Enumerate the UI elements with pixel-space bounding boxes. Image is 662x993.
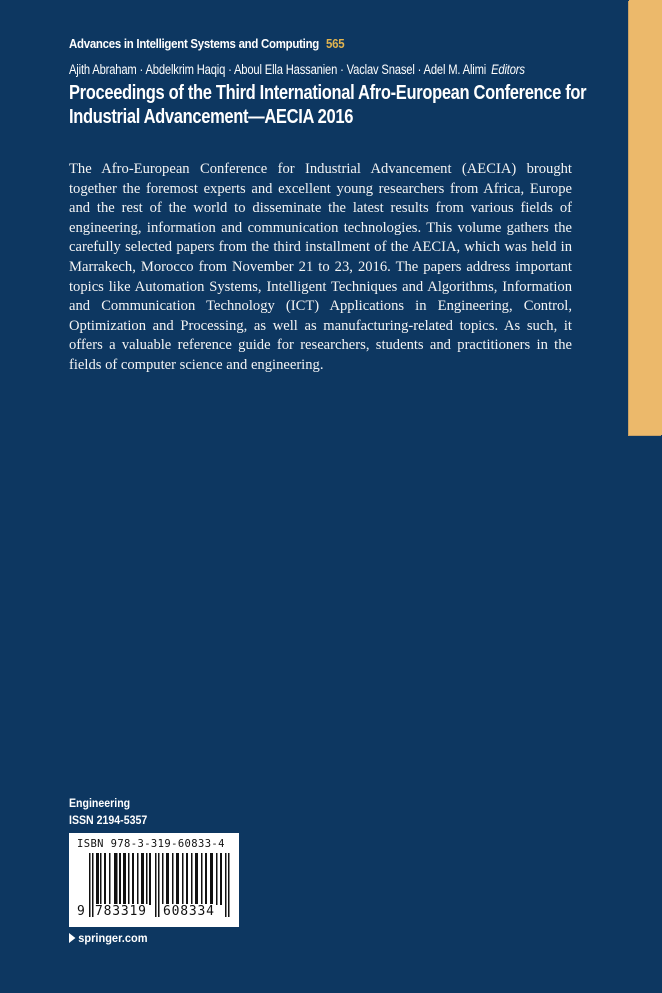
accent-color-strip	[629, 0, 662, 435]
book-title	[69, 81, 647, 129]
isbn-barcode	[69, 833, 239, 927]
series-line	[69, 36, 344, 51]
issn-number: ISSN 2194-5357	[69, 815, 148, 827]
triangle-arrow-icon	[69, 933, 75, 943]
ean-right-group: 608334	[163, 904, 215, 919]
editors-role-label: Editors	[491, 62, 525, 77]
isbn-label: ISBN 978-3-319-60833-4	[77, 838, 225, 850]
series-volume-number: 565	[326, 36, 345, 51]
editors-line	[69, 62, 525, 77]
subject-block	[69, 796, 147, 830]
book-title-line-2: Industrial Advancement—AECIA 2016	[69, 106, 354, 128]
publisher-website[interactable]	[69, 931, 148, 945]
series-name: Advances in Intelligent Systems and Computing	[69, 36, 320, 51]
book-description: The Afro-European Conference for Industrial Advancement (AECIA) brought together the foremost experts and excellent young researchers from Africa, Europe and the rest of the world to disseminate the latest results from various fields of engineering, information and communication technologies. This volume gathers the carefully selected papers from the third installment of the AECIA, which was held in Marrakech, Morocco from November 21 to 23, 2016. The papers address important topics like Automation Systems, Intelligent Techniques and Algorithms, Information and Communication Technology (ICT) Applications in Engineering, Control, Optimization and Processing, as well as manufacturing-related topics. As such, it offers a valuable reference guide for researchers, students and practitioners in the fields of computer science and engineering.	[69, 161, 572, 373]
ean-first-digit: 9	[77, 904, 85, 919]
website-label: springer.com	[78, 931, 148, 945]
editor-names: Ajith Abraham · Abdelkrim Haqiq · Aboul Ella Hassanien · Vaclav Snasel · Adel M. Alimi	[69, 62, 487, 77]
ean-left-group: 783319	[95, 904, 147, 919]
subject-category: Engineering	[69, 798, 131, 810]
book-title-line-1: Proceedings of the Third International Afro-European Conference for	[69, 82, 587, 104]
